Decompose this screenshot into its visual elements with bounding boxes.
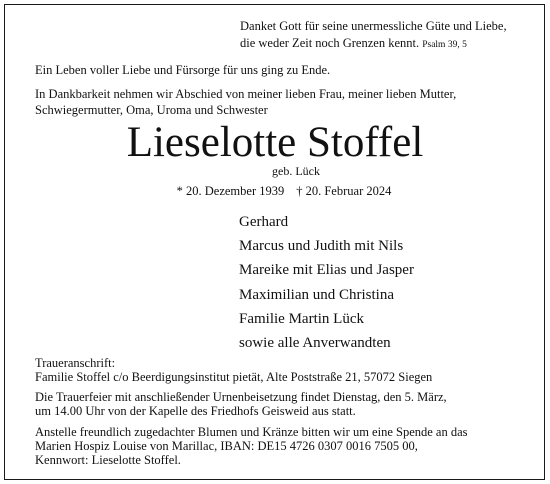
deceased-name: Lieselotte Stoffel [126,119,424,166]
donation-line-2: Marien Hospiz Louise von Marillac, IBAN: DE15 4726 0307 0016 7505 00, [35,439,418,453]
mourner-entry: Maximilian und Christina [239,286,394,303]
verse-reference: Psalm 39, 5 [422,40,467,50]
birth-date: * 20. Dezember 1939 [176,184,285,198]
intro-line-2: Schwiegermutter, Oma, Uroma und Schwester [35,102,268,117]
mourner-entry: Gerhard [239,214,289,230]
mourners-list [239,210,414,355]
service-line-2: um 14.00 Uhr von der Kapelle des Friedhofs Geisweid aus statt. [35,404,356,418]
donation-line-3: Kennwort: Lieselotte Stoffel. [35,453,181,467]
maiden-name: geb. Lück [272,164,320,178]
life-dates [0,183,550,199]
intro-text [35,87,456,118]
mourner-entry: Marcus und Judith mit Nils [239,238,404,255]
verse-line-2 [240,35,507,54]
lead-sentence: Ein Leben voller Liebe und Fürsorge für uns ging zu Ende. [35,63,331,77]
service-line-1: Die Trauerfeier mit anschließender Urnenbeisetzung findet Dienstag, den 5. März, [35,390,447,404]
verse-line-2-text: die weder Zeit noch Grenzen kennt. [240,36,420,50]
mourner-entry: Familie Martin Lück [239,310,364,327]
bible-verse [240,18,507,54]
mourning-address [35,356,540,384]
mourner-entry: sowie alle Anverwandten [239,335,391,352]
verse-line-1: Danket Gott für seine unermessliche Güte und Liebe, [240,19,507,33]
mourner-entry: Mareike mit Elias und Jasper [239,262,414,279]
donation-request [35,425,540,467]
death-date: † 20. Februar 2024 [296,184,392,198]
intro-line-1: In Dankbarkeit nehmen wir Abschied von meiner lieben Frau, meiner lieben Mutter, [35,87,457,101]
address-value: Familie Stoffel c/o Beerdigungsinstitut pietät, Alte Poststraße 21, 57072 Siegen [35,370,433,384]
funeral-service-info [35,390,540,418]
address-label: Traueranschrift: [35,356,116,370]
donation-line-1: Anstelle freundlich zugedachter Blumen und Kränze bitten wir um eine Spende an das [35,425,468,439]
